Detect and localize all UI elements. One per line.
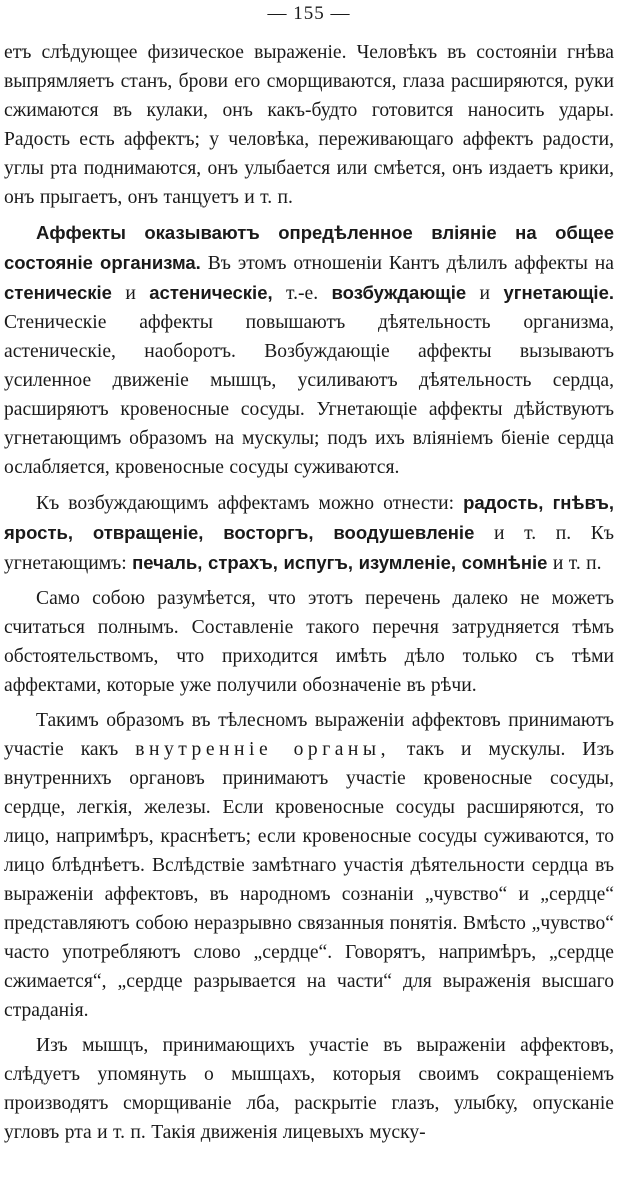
paragraph-2	[4, 218, 614, 482]
paragraph-2-text-5: Стеническіе аффекты повышаютъ дѣятельность организма, астеническіе, наоборотъ. Возбуждающіе аффекты вызываютъ усиленное движеніе мышцъ, усиливаютъ дѣятельность сердца, расширяютъ кровеносные сосуды. Угнетающіе аффекты дѣйствуютъ угнетающимъ образомъ на мускулы; подъ ихъ вліяніемъ біеніе сердца ослабляется, кровеносные сосуды суживаются.	[4, 312, 614, 478]
paragraph-5-spaced-emphasis: внутренніе органы,	[135, 739, 390, 760]
paragraph-6	[4, 1031, 614, 1147]
paragraph-5-text-2: такъ и мускулы. Изъ внутреннихъ органовъ принимаютъ участіе кровеносные сосуды, сердце, легкія, железы. Если кровеносные сосуды расширяются, то лицо, напримѣръ, краснѣетъ; если кровеносные сосуды суживаются, то лицо блѣднѣетъ. Вслѣдствіе замѣтнаго участія дѣятельности сердца въ выраженіи аффектовъ, въ народномъ сознаніи „чувство“ и „сердце“ представляютъ собою неразрывно связанныя понятія. Вмѣсто „чувство“ часто употребляютъ слово „сердце“. Говорятъ, напримѣръ, „сердце сжимается“, „сердце разрывается на части“ для выраженія высшаго страданія.	[4, 739, 614, 1021]
paragraph-2-bold-heading: Аффекты оказываютъ опредѣленное вліяніе на общее состояніе организма.	[4, 222, 614, 273]
paragraph-3-text-1: Къ возбуждающимъ аффектамъ можно отнести:	[36, 493, 464, 514]
paragraph-1	[4, 38, 614, 212]
paragraph-4	[4, 584, 614, 700]
paragraph-2-bold-sthenic: стеническіе	[4, 282, 112, 303]
paragraph-6-text: Изъ мышцъ, принимающихъ участіе въ выраженіи аффектовъ, слѣдуетъ упомянуть о мышцахъ, которыя своимъ сокращеніемъ производятъ сморщиваніе лба, раскрытіе глазъ, улыбку, опусканіе угловъ рта и т. п. Такія движенія лицевыхъ муску-	[4, 1035, 614, 1143]
paragraph-1-text: етъ слѣдующее физическое выраженіе. Человѣкъ въ состояніи гнѣва выпрямляетъ станъ, брови его сморщиваются, глаза расширяются, руки сжимаются въ кулаки, онъ какъ-будто готовится наносить удары. Радость есть аффектъ; у человѣка, переживающаго аффектъ радости, углы рта поднимаются, онъ улыбается или смѣется, онъ издаетъ крики, онъ прыгаетъ, онъ танцуетъ и т. п.	[4, 42, 614, 208]
paragraph-5-text-1: Такимъ образомъ въ тѣлесномъ выраженіи аффектовъ принимаютъ участіе какъ	[4, 710, 614, 760]
paragraph-3-bold-exciting-list: радость, гнѣвъ, ярость, отвращеніе, восторгъ, воодушевленіе	[4, 492, 614, 543]
paragraph-2-text-4: и	[466, 283, 504, 304]
page-number: — 155 —	[267, 3, 351, 24]
paragraph-2-text-1: Въ этомъ отношеніи Кантъ дѣлилъ аффекты на	[200, 253, 614, 274]
paragraph-2-bold-asthenic: астеническіе,	[149, 282, 273, 303]
paragraph-3	[4, 488, 614, 578]
paragraph-2-bold-exciting: возбуждающіе	[331, 282, 467, 303]
paragraph-3-bold-depressing-list: печаль, страхъ, испугъ, изумленіе, сомнѣніе	[132, 552, 548, 573]
paragraph-2-bold-depressing: угнетающіе.	[503, 282, 614, 303]
paragraph-2-text-3: т.-е.	[272, 283, 332, 304]
paragraph-5	[4, 706, 614, 1025]
paragraph-2-text-2: и	[111, 283, 150, 304]
paragraph-4-text: Само собою разумѣется, что этотъ перечень далеко не можетъ считаться полнымъ. Составленіе такого перечня затрудняется тѣмъ обстоятельствомъ, что приходится имѣть дѣло только съ тѣми аффектами, которые уже получили обозначеніе въ рѣчи.	[4, 588, 614, 696]
paragraph-3-text-2: и т. п. Къ угнетающимъ:	[4, 523, 614, 574]
paragraph-3-text-3: и т. п.	[547, 553, 602, 574]
